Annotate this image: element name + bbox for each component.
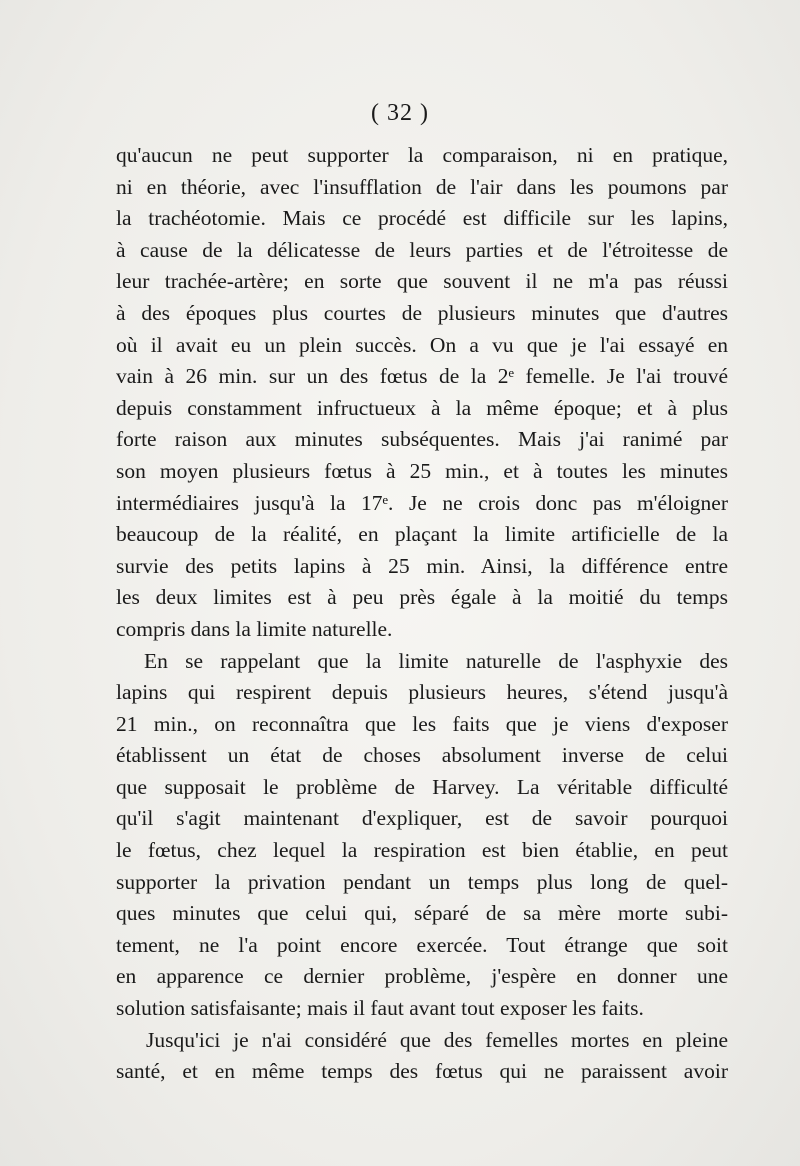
text-line: ques minutes que celui qui, séparé de sa mère morte subi- [116, 901, 728, 926]
paragraph-p1 [116, 140, 728, 646]
text-line: tement, ne l'a point encore exercée. Tout étrange que soit [116, 932, 728, 957]
text-line: forte raison aux minutes subséquentes. Mais j'ai ranimé par [116, 427, 728, 452]
text-line: les deux limites est à peu près égale à la moitié du temps [116, 585, 728, 610]
text-line: intermédiaires jusqu'à la 17ᵉ. Je ne crois donc pas m'éloigner [116, 490, 728, 515]
text-line: en apparence ce dernier problème, j'espère en donner une [116, 964, 728, 989]
text-line: vain à 26 min. sur un des fœtus de la 2ᵉ femelle. Je l'ai trouvé [116, 364, 728, 389]
text-line: beaucoup de la réalité, en plaçant la limite artificielle de la [116, 522, 728, 547]
text-line: établissent un état de choses absolument inverse de celui [116, 743, 728, 768]
paragraph-p2 [116, 646, 728, 1025]
text-line: supporter la privation pendant un temps plus long de quel- [116, 869, 728, 894]
page-number: ( 32 ) [371, 100, 429, 126]
text-line: où il avait eu un plein succès. On a vu que je l'ai essayé en [116, 332, 728, 357]
text-line: 21 min., on reconnaîtra que les faits que je viens d'exposer [116, 711, 728, 736]
text-line: Jusqu'ici je n'ai considéré que des femelles mortes en pleine [146, 1027, 728, 1052]
text-line: leur trachée-artère; en sorte que souvent il ne m'a pas réussi [116, 269, 728, 294]
text-line: En se rappelant que la limite naturelle de l'asphyxie des [144, 648, 728, 673]
text-line: que supposait le problème de Harvey. La véritable difficulté [116, 774, 728, 799]
text-line: lapins qui respirent depuis plusieurs heures, s'étend jusqu'à [116, 680, 728, 705]
text-line: ni en théorie, avec l'insufflation de l'air dans les poumons par [116, 174, 728, 199]
text-line: le fœtus, chez lequel la respiration est bien établie, en peut [116, 838, 728, 863]
text-line: solution satisfaisante; mais il faut avant tout exposer les faits. [116, 996, 644, 1021]
text-line: santé, et en même temps des fœtus qui ne paraissent avoir [116, 1059, 728, 1084]
paragraph-p3 [116, 1025, 728, 1088]
text-line: depuis constamment infructueux à la même époque; et à plus [116, 395, 728, 420]
text-line: son moyen plusieurs fœtus à 25 min., et à toutes les minutes [116, 458, 728, 483]
text-line: qu'il s'agit maintenant d'expliquer, est de savoir pourquoi [116, 806, 728, 831]
text-line: à des époques plus courtes de plusieurs minutes que d'autres [116, 300, 728, 325]
text-line: la trachéotomie. Mais ce procédé est difficile sur les lapins, [116, 206, 728, 231]
text-line: compris dans la limite naturelle. [116, 616, 393, 641]
text-line: survie des petits lapins à 25 min. Ainsi, la différence entre [116, 553, 728, 578]
text-line: à cause de la délicatesse de leurs parties et de l'étroitesse de [116, 237, 728, 262]
text-line: qu'aucun ne peut supporter la comparaison, ni en pratique, [116, 143, 728, 167]
body-text [116, 140, 728, 1088]
